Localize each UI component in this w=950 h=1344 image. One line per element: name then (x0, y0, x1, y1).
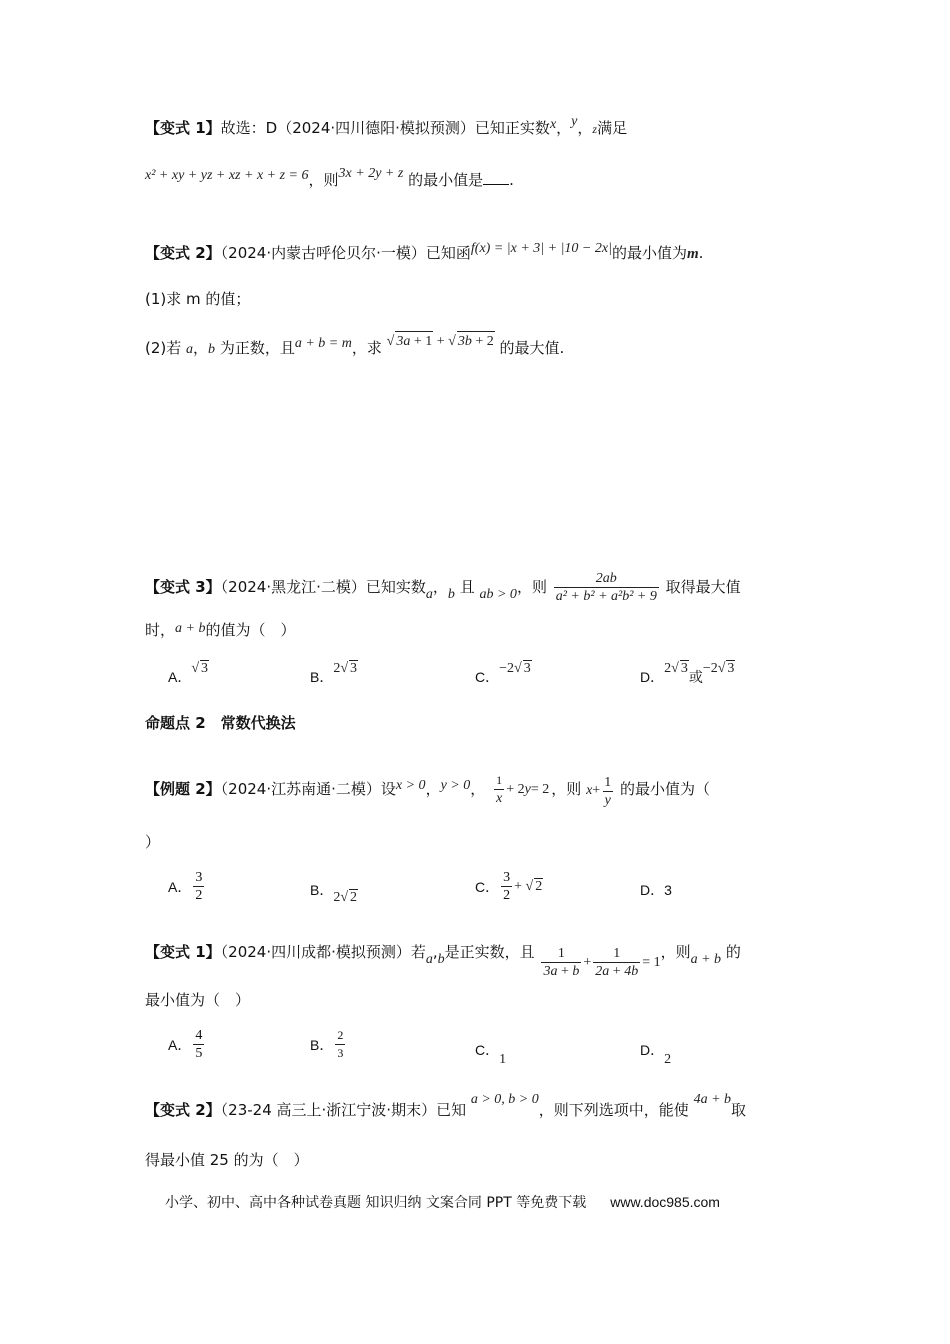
w1-option-b[interactable]: B． $\frac{2}{3}$ (310, 1028, 344, 1060)
variant3-option-d[interactable]: D．2√ 3或−2√ 3 (640, 661, 735, 686)
variant2-sqrt-expression: √ 3a + 1 + √ 3b + 2 (387, 334, 495, 349)
example2-line1: 【例题 2】（2024·江苏南通·二模）设x > 0，y > 0， $\frac{1}{x}$ + 2 y = 2 ，则 x + $\frac{1}{y}$ 的最小值为（ (145, 773, 710, 808)
w1-equation: $\frac{1}{3a + b}$ + $\frac{1}{2a + 4b}$ = 1 (543, 946, 661, 979)
variant3-option-c[interactable]: C．−2√ 3 (475, 661, 531, 685)
variant3-option-a[interactable]: A．√ 3 (168, 661, 209, 685)
answer-blank (483, 170, 509, 185)
w1-option-c[interactable]: C．1 (475, 1042, 507, 1067)
variant3-line1: 【变式 3】（2024·黑龙江·二模）已知实数a，b 且 ab > 0，则 $\frac{2ab}{\text{a² + b² + a²b² + 9}}$ 取得最大值 (145, 571, 741, 604)
w1-line1: 【变式 1】（2024·四川成都·模拟预测）若a,b是正实数，且 $\frac{1}{3a + b}$ + $\frac{1}{2a + 4b}$ = 1，则a + b 的 (145, 943, 741, 979)
variant1-label: 【变式 1】 (145, 119, 221, 137)
variant3-fraction: $\frac{2ab}{\text{a² + b² + a²b² + 9}}$ (555, 571, 657, 604)
variant1-line1: 【变式 1】故选：D（2024·四川德阳·模拟预测）已知正实数x，y，z满足 (145, 114, 628, 137)
variant2-q2: (2)若 a，b 为正数，且a + b = m，求 √ 3a + 1 + √ 3b + 2 的最大值. (145, 338, 564, 360)
footer-url[interactable]: www.doc985.com (610, 1194, 720, 1210)
footer (165, 1192, 720, 1212)
example2-close: ） (145, 833, 161, 851)
example2-option-d[interactable]: D．3 (640, 882, 672, 898)
variant3-option-b[interactable]: B．2√ 3 (310, 661, 358, 685)
example2-label: 【例题 2】 (145, 780, 221, 798)
w1-label: 【变式 1】 (145, 943, 221, 961)
w2-label: 【变式 2】 (145, 1101, 221, 1119)
example2-expression: x + $\frac{1}{y}$ (586, 774, 612, 808)
variant3-line2: 时，a + b的值为（ ） (145, 621, 296, 639)
variant1-expression: 3x + 2y + z (338, 166, 404, 181)
example2-option-c[interactable]: C． $\frac{3}{2}$ + √ 2 (475, 870, 543, 903)
footer-text: 小学、初中、高中各种试卷真题 知识归纳 文案合同 PPT 等免费下载 (165, 1195, 587, 1211)
variant2-q1: (1)求 m 的值； (145, 290, 251, 308)
example2-option-a[interactable]: A． $\frac{3}{2}$ (168, 870, 203, 903)
variant2-label: 【变式 2】 (145, 244, 221, 262)
section-title: 命题点 2 常数代换法 (145, 714, 296, 732)
variant1-text: 故选：D（2024·四川德阳·模拟预测）已知正实数 (220, 119, 550, 137)
variant2-function: f(x) = |x + 3| + |10 − 2x| (470, 241, 612, 256)
w1-option-a[interactable]: A． $\frac{4}{5}$ (168, 1028, 203, 1061)
variant1-equation: x² + xy + yz + xz + x + z = 6 (145, 168, 309, 183)
example2-condition: $\frac{1}{x}$ + 2 y = 2 (496, 773, 550, 806)
w1-line2: 最小值为（ ） (145, 991, 251, 1009)
w2-line2: 得最小值 25 的为（ ） (145, 1151, 309, 1169)
variant2-line1: 【变式 2】（2024·内蒙古呼伦贝尔·一模）已知函f(x) = |x + 3| + |10 − 2x|的最小值为m. (145, 241, 704, 262)
example2-option-b[interactable]: B．2√ 2 (310, 882, 358, 905)
variant3-label: 【变式 3】 (145, 578, 221, 596)
w2-line1: 【变式 2】（23-24 高三上·浙江宁波·期末）已知 a > 0, b > 0，则下列选项中，能使 4a + b取 (145, 1092, 747, 1119)
variant1-line2: x² + xy + yz + xz + x + z = 6，则3x + 2y + z 的最小值是 . (145, 166, 514, 189)
w1-option-d[interactable]: D．2 (640, 1042, 672, 1067)
